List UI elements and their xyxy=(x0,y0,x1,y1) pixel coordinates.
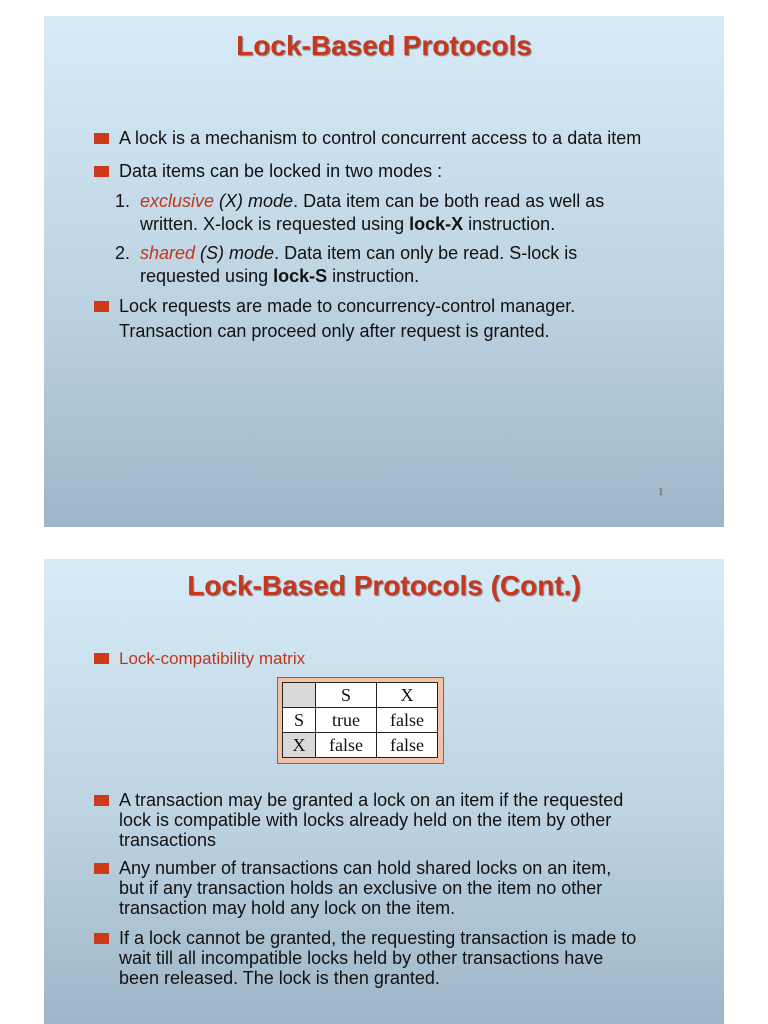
matrix-column-header: X xyxy=(377,683,438,708)
bullet-text-line: transaction may hold any lock on the item. xyxy=(119,898,456,918)
bullet-text-line: transactions xyxy=(119,830,217,850)
bullet-text-line: Lock requests are made to concurrency-control manager. xyxy=(119,296,576,316)
slide-title: Lock-Based Protocols (Cont.) xyxy=(187,570,581,601)
bullet-text: Data items can be locked in two modes : xyxy=(119,161,443,181)
list-item-text: instruction. xyxy=(463,214,556,234)
command-lock-s: lock-S xyxy=(273,266,328,286)
term-shared: shared xyxy=(140,243,196,263)
bullet-text-line: Transaction can proceed only after request is granted. xyxy=(119,321,550,341)
list-item-text: written. X-lock is requested using xyxy=(140,214,410,234)
bullet-text-line: lock is compatible with locks already held on the item by other xyxy=(119,810,612,830)
matrix-row-header: X xyxy=(283,733,316,758)
list-item xyxy=(140,190,604,236)
bullet-square-icon xyxy=(94,133,109,144)
mode-label: (X) mode xyxy=(214,191,294,211)
matrix-row-header: S xyxy=(283,708,316,733)
bullet-text: Lock-compatibility matrix xyxy=(119,649,306,668)
bullet-text-line: but if any transaction holds an exclusive on the item no other xyxy=(119,878,603,898)
bullet-text xyxy=(119,858,611,918)
matrix-cell: false xyxy=(377,733,438,758)
lock-compatibility-matrix xyxy=(277,677,444,764)
list-item-text: instruction. xyxy=(327,266,420,286)
bullet-square-icon xyxy=(94,933,109,944)
bullet-square-icon xyxy=(94,166,109,177)
slide-title: Lock-Based Protocols xyxy=(236,30,532,61)
command-lock-x: lock-X xyxy=(409,214,464,234)
bullet-text xyxy=(119,294,575,344)
table-row xyxy=(283,733,438,758)
bullet-square-icon xyxy=(94,863,109,874)
bullet-text-line: wait till all incompatible locks held by other transactions have xyxy=(119,948,604,968)
matrix-table xyxy=(282,682,438,758)
list-item-text: requested using xyxy=(140,266,274,286)
mode-label: (S) mode xyxy=(195,243,275,263)
term-exclusive: exclusive xyxy=(140,191,215,211)
slide-2 xyxy=(44,559,724,1024)
matrix-corner-cell xyxy=(283,683,316,708)
bullet-text-line: A transaction may be granted a lock on an item if the requested xyxy=(119,790,624,810)
bullet-text-line: been released. The lock is then granted. xyxy=(119,968,440,988)
bullet-text-line: If a lock cannot be granted, the requesting transaction is made to xyxy=(119,928,637,948)
slide-1 xyxy=(44,16,724,527)
list-item-number: 1. xyxy=(115,191,131,211)
bullet-square-icon xyxy=(94,795,109,806)
list-item-number: 2. xyxy=(115,243,131,263)
matrix-cell: false xyxy=(316,733,377,758)
bullet-text xyxy=(119,790,623,850)
bullet-text-line: Any number of transactions can hold shared locks on an item, xyxy=(119,858,612,878)
matrix-cell: true xyxy=(316,708,377,733)
page-number: 1 xyxy=(658,486,664,498)
bullet-text: A lock is a mechanism to control concurrent access to a data item xyxy=(119,128,642,148)
bullet-text xyxy=(119,928,636,988)
bullet-square-icon xyxy=(94,653,109,664)
list-item xyxy=(140,242,577,288)
table-row xyxy=(283,708,438,733)
matrix-column-header: S xyxy=(316,683,377,708)
matrix-cell: false xyxy=(377,708,438,733)
table-row xyxy=(283,683,438,708)
bullet-square-icon xyxy=(94,301,109,312)
list-item-text: . Data item can only be read. S-lock is xyxy=(274,243,578,263)
list-item-text: . Data item can be both read as well as xyxy=(293,191,605,211)
